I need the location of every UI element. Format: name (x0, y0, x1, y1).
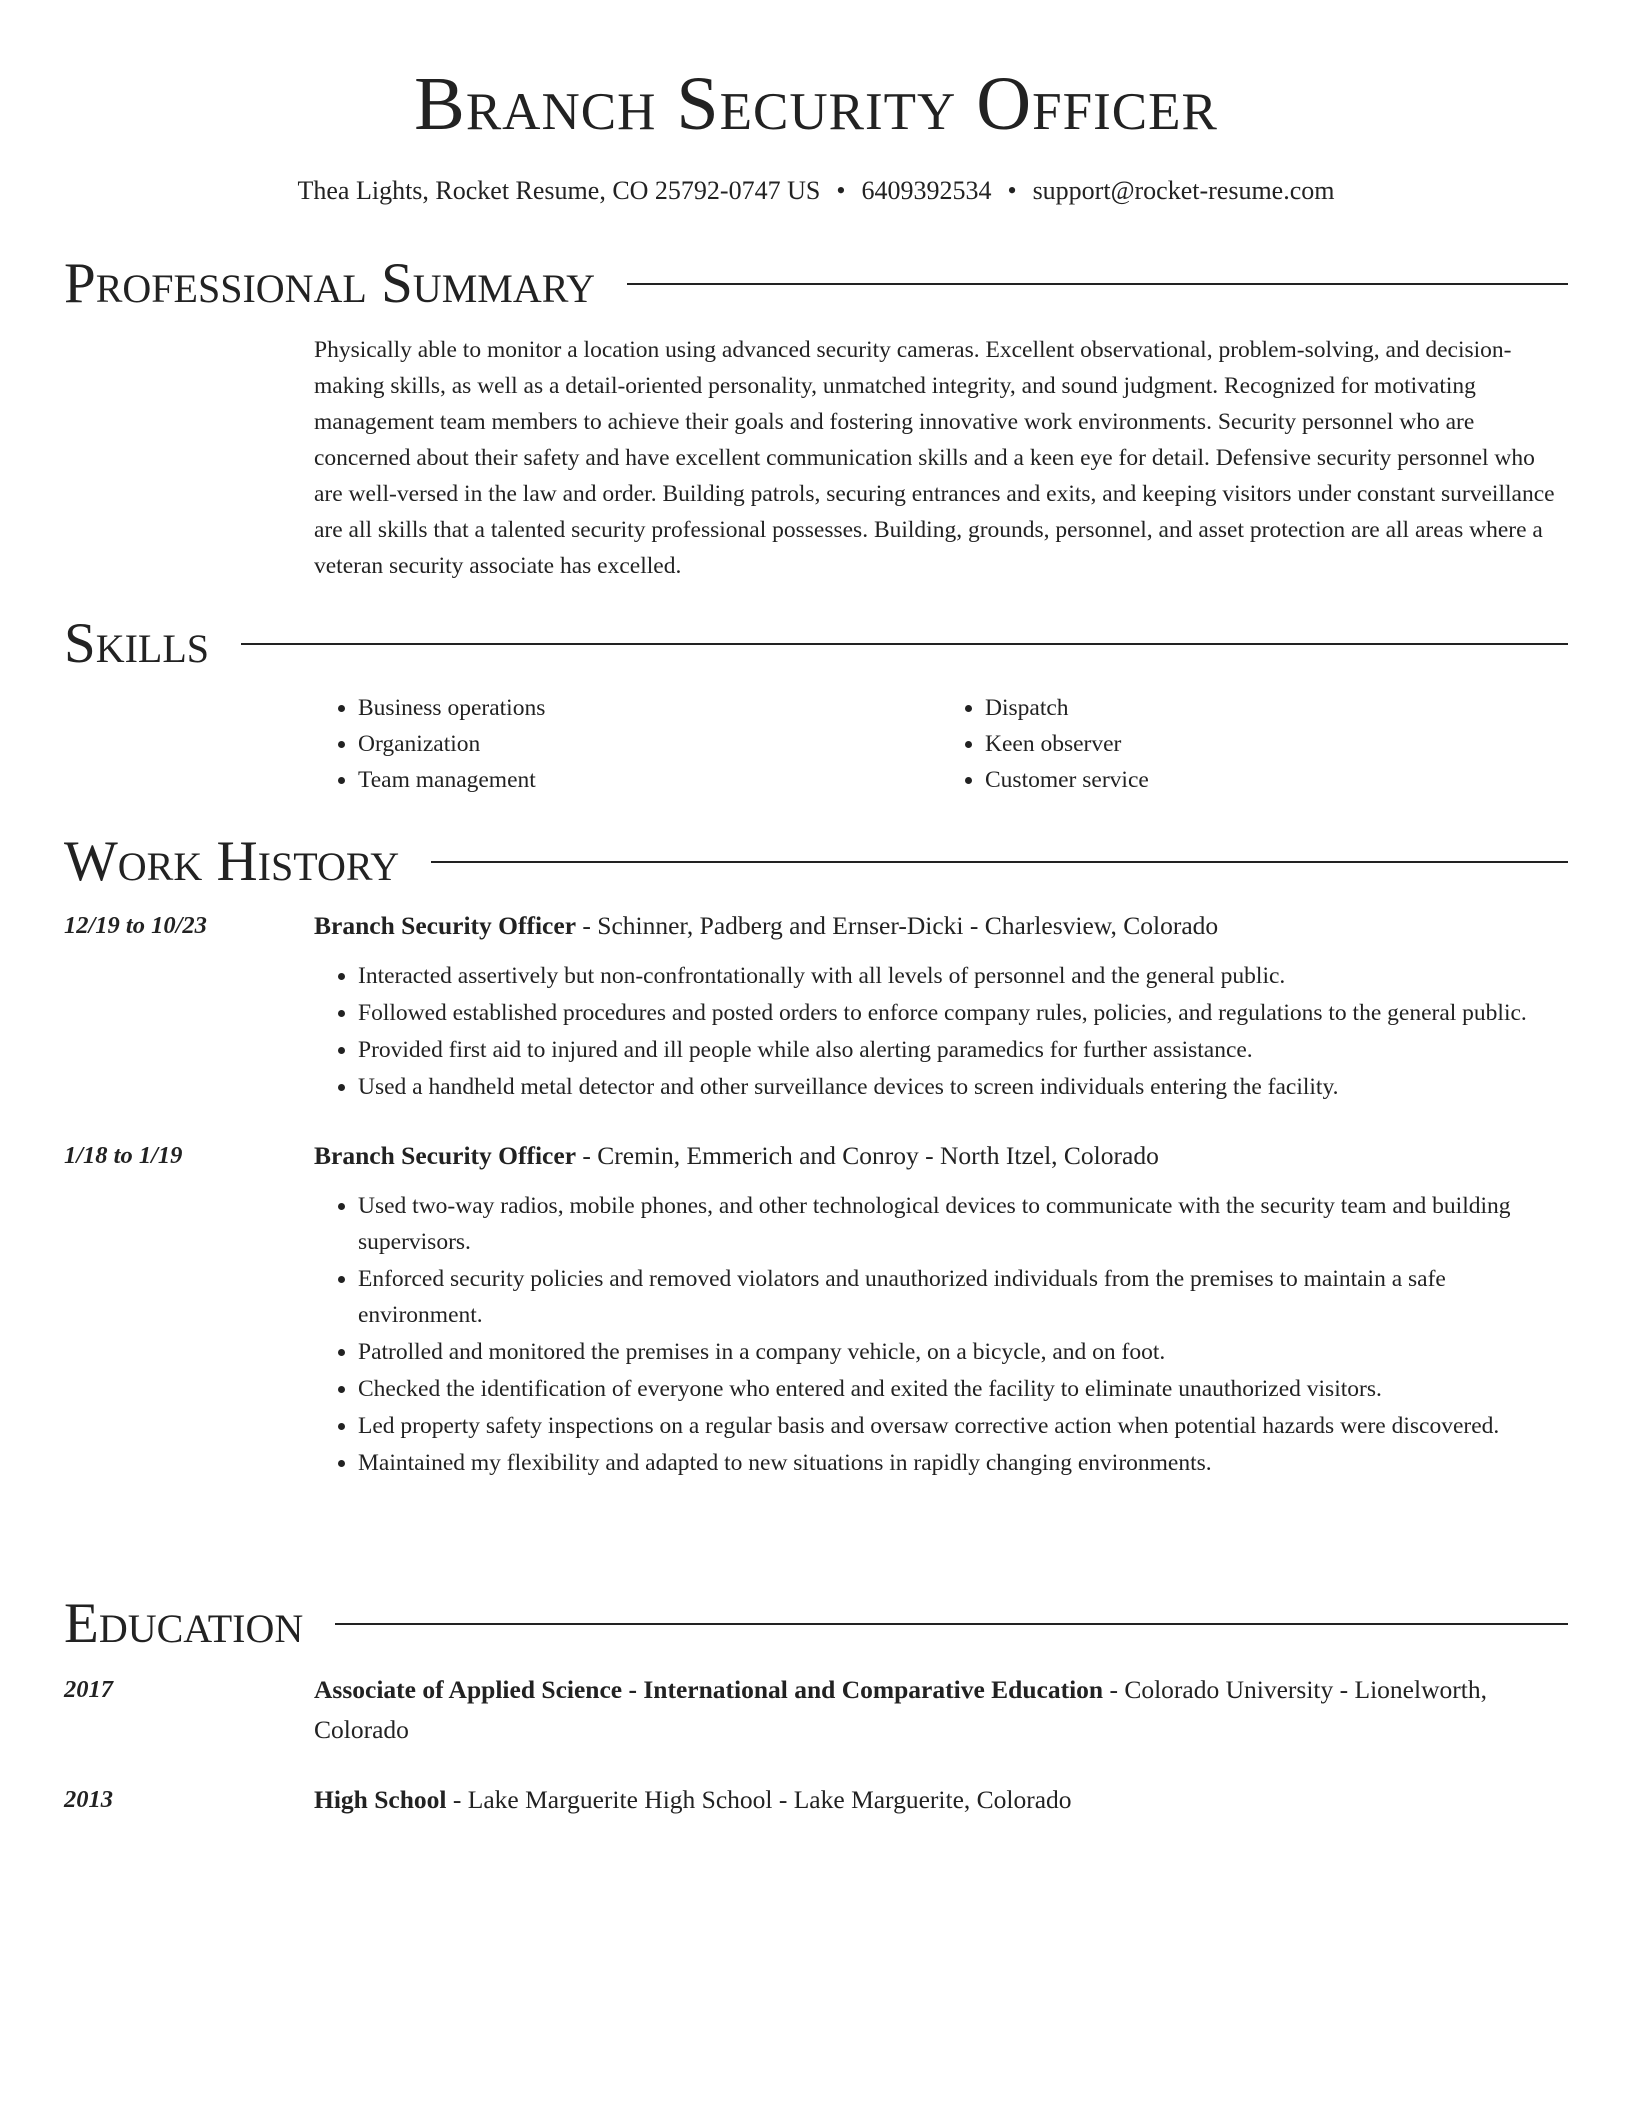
contact-email: support@rocket-resume.com (1032, 176, 1335, 205)
work-entry (64, 1136, 1568, 1482)
work-heading-line (314, 906, 1568, 946)
contact-separator: • (836, 176, 846, 205)
work-section (64, 830, 1568, 1482)
job-title: Branch Security Officer (314, 1141, 577, 1170)
skills-header (64, 612, 1568, 676)
work-date: 1/18 to 1/19 (64, 1142, 183, 1169)
section-divider (335, 1623, 1568, 1625)
skill-item: • Dispatch (985, 690, 1568, 726)
contact-separator: • (1007, 176, 1017, 205)
education-date: 2017 (64, 1676, 113, 1703)
work-heading: Work History (64, 830, 400, 893)
job-bullet: • Maintained my flexibility and adapted to new situations in rapidly changing environments. (358, 1445, 1568, 1481)
summary-section (64, 252, 1568, 584)
job-employer: - Cremin, Emmerich and Conroy - North Itzel, Colorado (576, 1141, 1159, 1170)
job-bullet: • Used a handheld metal detector and other surveillance devices to screen individuals entering the facility. (358, 1069, 1568, 1105)
job-bullet: • Led property safety inspections on a regular basis and oversaw corrective action when potential hazards were discovered. (358, 1408, 1568, 1444)
work-details (314, 906, 1568, 1106)
job-bullet: • Followed established procedures and posted orders to enforce company rules, policies, and regulations to the general public. (358, 995, 1568, 1031)
job-bullet: • Used two-way radios, mobile phones, and other technological devices to communicate with the security team and building supervisors. (358, 1188, 1568, 1260)
degree-name: High School (314, 1785, 447, 1814)
job-bullet: • Enforced security policies and removed violators and unauthorized individuals from the premises to maintain a safe environment. (358, 1261, 1568, 1333)
work-entry (64, 906, 1568, 1106)
job-bullets (314, 1188, 1568, 1481)
contact-phone: 6409392534 (861, 176, 992, 205)
work-details (314, 1136, 1568, 1482)
job-bullet: • Interacted assertively but non-confrontationally with all levels of personnel and the general public. (358, 958, 1568, 994)
skills-section (64, 612, 1568, 798)
section-divider (627, 283, 1568, 285)
contact-address: Thea Lights, Rocket Resume, CO 25792-0747 US (297, 176, 821, 205)
skills-column-left (314, 690, 941, 798)
school-name: - Colorado University - Lionelworth, Colorado (314, 1675, 1487, 1744)
job-employer: - Schinner, Padberg and Ernser-Dicki - Charlesview, Colorado (576, 911, 1219, 940)
skills-column-right (941, 690, 1568, 798)
skill-item: • Team management (358, 762, 941, 798)
skill-item: • Organization (358, 726, 941, 762)
skill-item: • Keen observer (985, 726, 1568, 762)
education-heading: Education (64, 1592, 304, 1655)
job-bullets (314, 958, 1568, 1105)
skill-item: • Business operations (358, 690, 941, 726)
education-header (64, 1592, 1568, 1656)
skill-item: • Customer service (985, 762, 1568, 798)
summary-heading: Professional Summary (64, 252, 596, 315)
summary-text: Physically able to monitor a location using advanced security cameras. Excellent observational, problem-solving, and decision-making skills, as well as a detail-oriented personality, unmatched integrity, and sound judgment. Recognized for motivating management team members to achieve their goals and fostering innovative work environments. Security personnel who are concerned about their safety and have excellent communication skills and a keen eye for detail. Defensive security personnel who are well-versed in the law and order. Building patrols, securing entrances and exits, and keeping visitors under constant surveillance are all skills that a talented security professional possesses. Building, grounds, personnel, and asset protection are all areas where a veteran security associate has excelled. (314, 337, 1555, 579)
job-title: Branch Security Officer (314, 911, 577, 940)
degree-name: Associate of Applied Science - International and Comparative Education (314, 1675, 1104, 1704)
skills-heading: Skills (64, 612, 210, 675)
resume-title: Branch Security Officer (414, 62, 1218, 146)
education-details (314, 1670, 1568, 1750)
work-heading-line (314, 1136, 1568, 1176)
school-name: - Lake Marguerite High School - Lake Marguerite, Colorado (446, 1785, 1072, 1814)
contact-info (0, 173, 1632, 209)
education-entry (64, 1670, 1568, 1750)
education-section (64, 1592, 1568, 1820)
section-divider (241, 643, 1568, 645)
section-divider (431, 861, 1568, 863)
summary-header (64, 252, 1568, 316)
education-entry (64, 1780, 1568, 1820)
job-bullet: • Checked the identification of everyone who entered and exited the facility to eliminate unauthorized visitors. (358, 1371, 1568, 1407)
job-bullet: • Patrolled and monitored the premises in a company vehicle, on a bicycle, and on foot. (358, 1334, 1568, 1370)
education-details (314, 1780, 1568, 1820)
skills-list (314, 690, 1568, 798)
job-bullet: • Provided first aid to injured and ill people while also alerting paramedics for further assistance. (358, 1032, 1568, 1068)
education-date: 2013 (64, 1786, 113, 1813)
work-date: 12/19 to 10/23 (64, 912, 207, 939)
work-header (64, 830, 1568, 894)
